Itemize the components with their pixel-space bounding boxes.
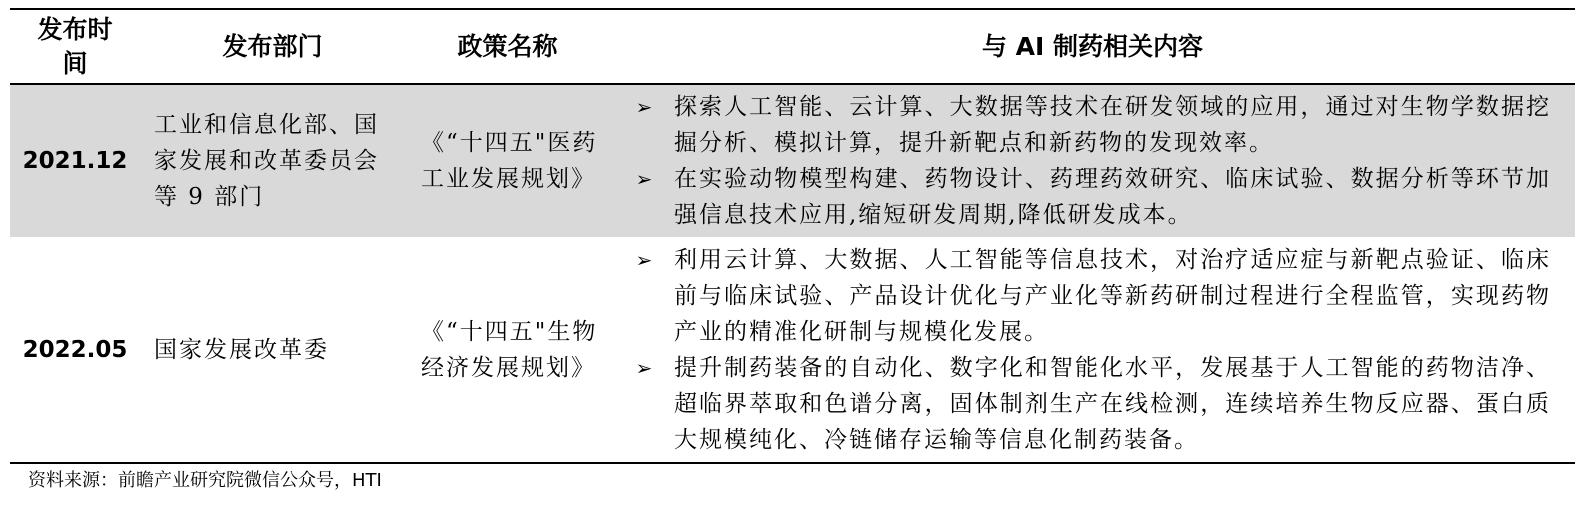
row-content — [610, 84, 1575, 238]
row-date: 2022.05 — [22, 337, 128, 363]
table-body — [10, 84, 1575, 463]
arrow-bullet-icon: ➢ — [635, 248, 653, 272]
arrow-bullet-icon: ➢ — [635, 167, 653, 191]
header-date: 发布时间 — [37, 14, 113, 78]
header-row — [10, 9, 1575, 84]
table-row — [10, 238, 1575, 464]
arrow-bullet-icon: ➢ — [635, 95, 653, 119]
header-department: 发布部门 — [222, 31, 323, 61]
bullet-text: 利用云计算、大数据、人工智能等信息技术，对治疗适应症与新靶点验证、临床前与临床试验、产品设计优化与产业化等新药研制过程进行全程监管，实现药物产业的精准化研制与规模化发展。 — [674, 247, 1551, 345]
content-bullet — [614, 350, 1551, 458]
bullet-text: 提升制药装备的自动化、数字化和智能化水平，发展基于人工智能的药物洁净、超临界萃取和色谱分离，固体制剂生产在线检测，连续培养生物反应器、蛋白质大规模纯化、冷链储存运输等信息化制药装备。 — [674, 355, 1551, 453]
header-policy: 政策名称 — [457, 31, 558, 61]
content-bullet — [614, 242, 1551, 350]
table-row — [10, 84, 1575, 238]
policy-table-container — [10, 8, 1575, 464]
row-department: 国家发展改革委 — [154, 337, 329, 363]
arrow-bullet-icon: ➢ — [635, 356, 653, 380]
row-department: 工业和信息化部、国家发展和改革委员会等 9 部门 — [154, 112, 379, 210]
row-policy: 《“十四五"医药工业发展规划》 — [421, 130, 598, 192]
content-bullet — [614, 161, 1551, 233]
bullet-text: 在实验动物模型构建、药物设计、药理药效研究、临床试验、数据分析等环节加强信息技术应用,缩短研发周期,降低研发成本。 — [674, 166, 1551, 228]
bullet-text: 探索人工智能、云计算、大数据等技术在研发领域的应用，通过对生物学数据挖掘分析、模拟计算，提升新靶点和新药物的发现效率。 — [674, 94, 1551, 156]
row-date: 2021.12 — [22, 148, 128, 174]
source-note: 资料来源：前瞻产业研究院微信公众号，HTI — [28, 470, 382, 491]
content-bullet — [614, 89, 1551, 161]
header-content: 与 AI 制药相关内容 — [981, 31, 1204, 61]
row-policy: 《“十四五"生物经济发展规划》 — [421, 319, 598, 381]
table-header — [10, 9, 1575, 84]
row-content — [610, 238, 1575, 464]
policy-table — [10, 8, 1575, 464]
